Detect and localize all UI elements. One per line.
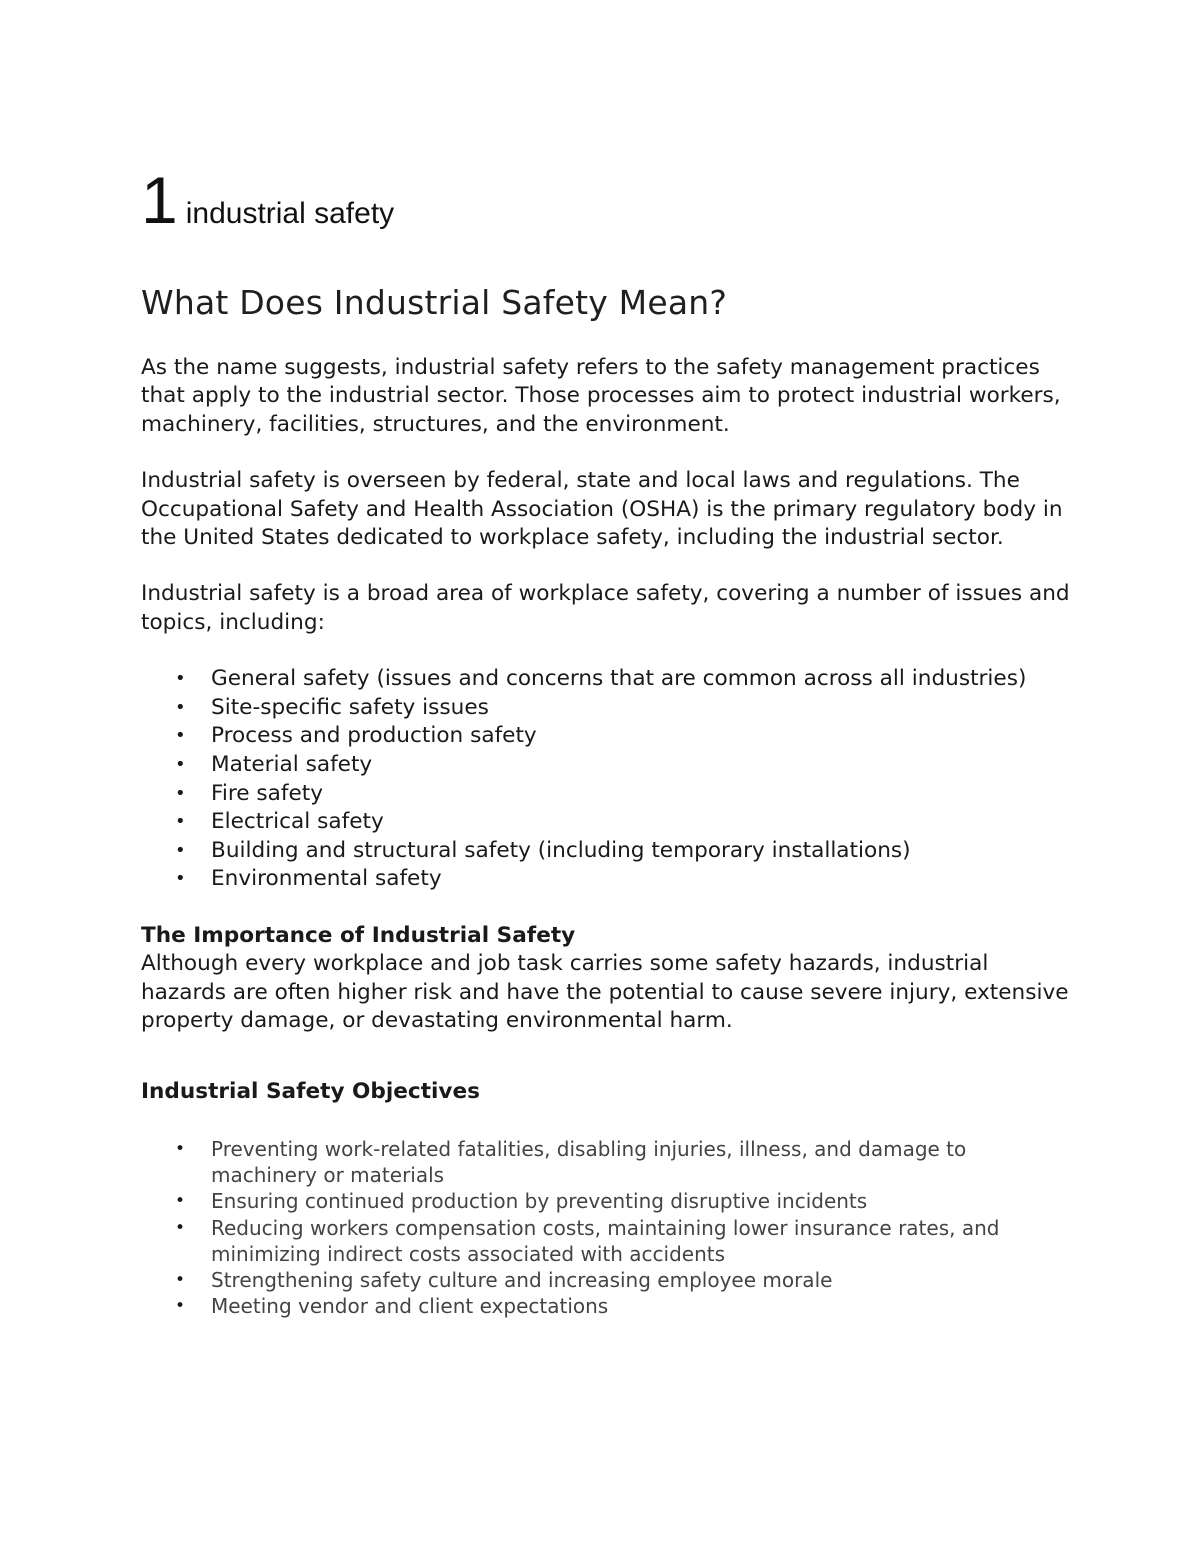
list-item: • Strengthening safety culture and increasing employee morale [175, 1268, 833, 1293]
bullet-icon: • [175, 1217, 186, 1238]
bullet-icon: • [175, 839, 186, 861]
document-page [141, 160, 1071, 1319]
list-item: • Site-specific safety issues [211, 694, 1071, 723]
list-item: • Electrical safety [211, 808, 1071, 837]
list-item: • Preventing work-related fatalities, disabling injuries, illness, and damage to machinery or materials [175, 1137, 967, 1188]
topics-intro-paragraph: Industrial safety is a broad area of workplace safety, covering a number of issues and topics, including: [141, 581, 1070, 635]
bullet-icon: • [175, 811, 186, 833]
bullet-icon: • [175, 1139, 186, 1160]
bullet-icon: • [175, 1270, 186, 1291]
bullet-icon: • [175, 725, 186, 747]
list-item: • Ensuring continued production by preventing disruptive incidents [175, 1189, 868, 1214]
list-item: • Meeting vendor and client expectations [175, 1294, 609, 1319]
bullet-icon: • [175, 696, 186, 718]
intro-paragraph: As the name suggests, industrial safety refers to the safety management practices that apply to the industrial sector. Those processes aim to protect industrial workers, machinery, facilities, structures, and the environment. [141, 355, 1061, 437]
list-item: • Process and production safety [211, 722, 1071, 751]
list-item: • Reducing workers compensation costs, maintaining lower insurance rates, and minimizing indirect costs associated with accidents [175, 1215, 1000, 1266]
bullet-icon: • [175, 668, 186, 690]
list-item: • Material safety [211, 751, 1071, 780]
document-title-text: industrial safety [185, 197, 395, 230]
list-item: • Fire safety [211, 780, 1071, 809]
section-heading: What Does Industrial Safety Mean? [141, 283, 728, 322]
importance-heading: The Importance of Industrial Safety [141, 923, 576, 948]
list-item: • General safety (issues and concerns that are common across all industries) [211, 665, 1071, 694]
bullet-icon: • [175, 782, 186, 804]
document-title [141, 160, 1071, 240]
topics-list [141, 665, 1071, 894]
list-item: • Building and structural safety (including temporary installations) [211, 837, 1071, 866]
importance-paragraph: Although every workplace and job task carries some safety hazards, industrial hazards are often higher risk and have the potential to cause severe injury, extensive property damage, or devastating environmental harm. [141, 951, 1069, 1034]
document-title-number: 1 [141, 163, 178, 237]
bullet-icon: • [175, 868, 186, 890]
list-item: • Environmental safety [211, 865, 1071, 894]
bullet-icon: • [175, 1191, 186, 1212]
regulation-paragraph: Industrial safety is overseen by federal, state and local laws and regulations. The Occupational Safety and Health Association (OSHA) is the primary regulatory body in the United States dedicated to workplace safety, including the industrial sector. [141, 468, 1063, 551]
bullet-icon: • [175, 754, 186, 776]
bullet-icon: • [175, 1296, 186, 1317]
objectives-list [141, 1136, 1071, 1319]
objectives-heading: Industrial Safety Objectives [141, 1078, 480, 1104]
